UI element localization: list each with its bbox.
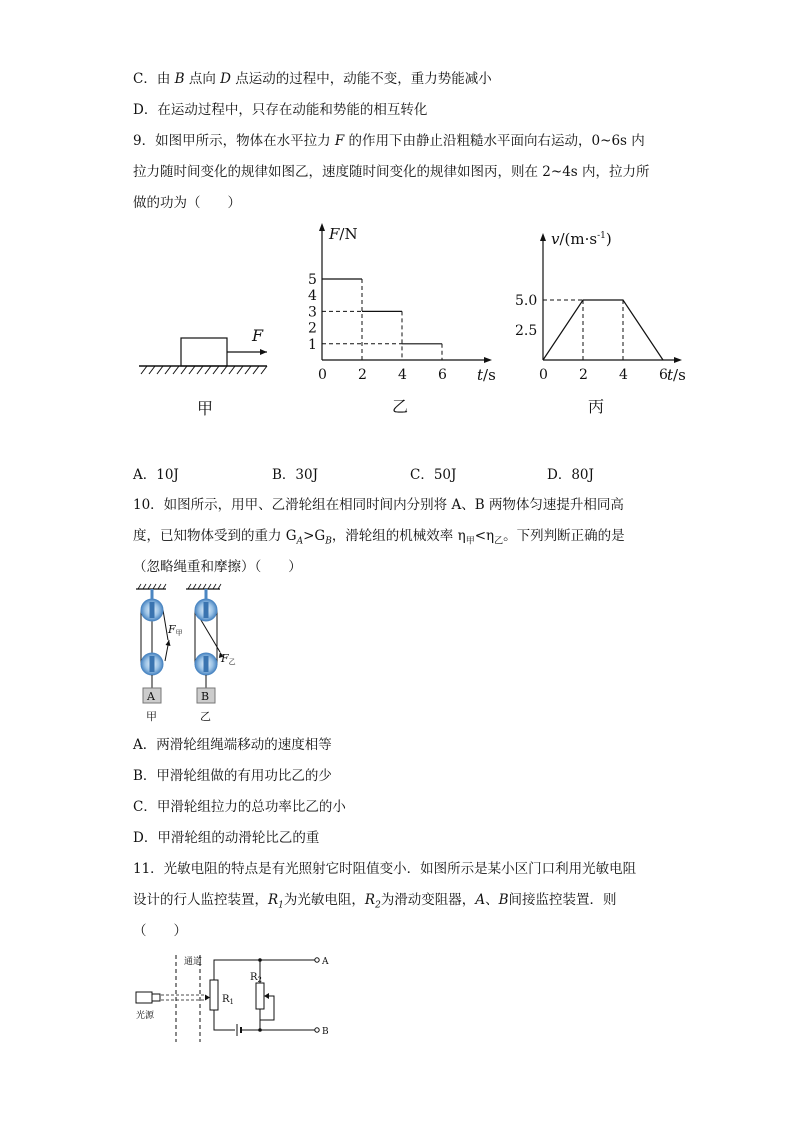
q11-a: A — [475, 892, 486, 908]
q10-gt: >G — [303, 528, 326, 544]
hatch-line — [245, 366, 251, 374]
y-tick-label: 4 — [308, 288, 317, 305]
q8-option-c — [133, 67, 492, 87]
weight-b-label: B — [201, 690, 210, 703]
velocity-line — [543, 300, 663, 360]
x-axis-arrow — [674, 357, 682, 363]
hatch-line — [261, 366, 267, 374]
q10-stem-line3: （忽略绳重和摩擦）（ ） — [133, 559, 302, 575]
figure-circuit — [130, 950, 340, 1045]
q10-sub-b: B — [325, 536, 332, 547]
y-axis-label: F/N — [329, 225, 358, 243]
hatch-line — [205, 366, 211, 374]
r1-label: $R_1$ — [222, 994, 234, 1006]
q10-sub-yi: 乙 — [494, 536, 504, 547]
q11-b: B — [498, 892, 509, 908]
q11-sep: 、 — [485, 892, 499, 908]
q10-line2-pre: 度，已知物体受到的重力 G — [133, 528, 297, 544]
x-axis-label: t/s — [667, 366, 686, 384]
q9-option-a[interactable]: A．10J — [133, 467, 179, 483]
y-tick-label: 3 — [308, 304, 317, 321]
r2-label: $R_2$ — [250, 972, 262, 984]
q11-line2-mid1: 为光敏电阻， — [283, 892, 365, 908]
ceiling-hatch-yi — [188, 584, 221, 589]
q11-r2-sub: 2 — [375, 900, 381, 911]
wire-bottom-left — [214, 1010, 235, 1030]
light-arrow — [205, 995, 210, 1001]
fixed-axle-yi — [204, 602, 209, 618]
q11-line2-mid2: 为滑动变阻器， — [380, 892, 476, 908]
x-tick-label: 6 — [659, 367, 668, 383]
y-tick-label: 5 — [308, 272, 317, 288]
point-d: D — [220, 71, 231, 87]
hatch-line — [197, 366, 203, 374]
f-jia-label: F甲 — [168, 623, 183, 637]
r2-resistor — [256, 983, 264, 1009]
light-source-lens — [152, 994, 160, 1001]
hatch-line — [237, 366, 243, 374]
slider-arrow — [264, 993, 269, 999]
x-tick-label: 0 — [539, 367, 548, 383]
q11-line2-post: 间接监控装置．则 — [508, 892, 617, 908]
weight-a-label: A — [147, 690, 155, 703]
hatch-line — [165, 366, 171, 374]
q10-option-c[interactable]: C．甲滑轮组拉力的总功率比乙的小 — [133, 799, 346, 815]
light-source-label: 光源 — [136, 1011, 155, 1021]
q9-stem-line3: 做的功为（ ） — [133, 195, 241, 211]
q11-line2-pre: 设计的行人监控装置， — [133, 892, 268, 908]
q10-option-b[interactable]: B．甲滑轮组做的有用功比乙的少 — [133, 768, 332, 784]
terminal-a — [315, 958, 319, 962]
y-tick-label: 1 — [308, 336, 317, 353]
q11-r2: R — [364, 892, 376, 908]
x-tick-label: 4 — [619, 367, 628, 383]
q11-r1: R — [268, 892, 279, 908]
hatch-line — [221, 366, 227, 374]
x-tick-label: 6 — [438, 367, 447, 383]
hatch-line — [181, 366, 187, 374]
chart-force-caption: 乙 — [392, 397, 409, 416]
force-arrow-head — [260, 349, 267, 355]
chart-velocity-time — [505, 220, 705, 420]
caption-jia: 甲 — [146, 710, 157, 723]
hatch-line — [229, 366, 235, 374]
terminal-b-label: B — [322, 1027, 329, 1037]
terminal-a-label: A — [322, 957, 329, 967]
y-axis-arrow — [540, 233, 546, 241]
hatch-line — [141, 366, 147, 374]
figure-jia-caption: 甲 — [197, 399, 214, 418]
q10-stem-line2 — [133, 524, 625, 547]
y-tick-label: 5.0 — [515, 293, 538, 309]
q11-r1-sub: 1 — [278, 900, 284, 911]
movable-axle-yi — [204, 656, 209, 672]
q9-stem-line1b: 的作用下由静止沿粗糙水平面向右运动，0~6s 内 — [344, 133, 645, 149]
q10-sub-jia: 甲 — [465, 536, 475, 547]
r1-resistor — [210, 980, 218, 1010]
y-axis-arrow — [319, 223, 325, 231]
q10-option-d[interactable]: D．甲滑轮组的动滑轮比乙的重 — [133, 830, 320, 846]
x-tick-label: 0 — [318, 367, 327, 383]
hatch-line — [253, 366, 259, 374]
ground-hatching — [141, 366, 267, 374]
chart-velocity-caption: 丙 — [588, 397, 605, 416]
caption-yi: 乙 — [200, 710, 211, 723]
q9-stem-line1 — [133, 129, 645, 149]
wire-top — [214, 960, 315, 980]
junction-bottom — [258, 1028, 262, 1032]
q8-option-c-post: 点运动的过程中，动能不变，重力势能减小 — [230, 71, 492, 87]
chart-force-time — [300, 220, 500, 420]
q9-stem-line1a: 9．如图甲所示，物体在水平拉力 — [133, 133, 335, 149]
ceiling-hatch-jia — [138, 584, 166, 589]
q8-option-c-mid: 点向 — [184, 71, 221, 87]
terminal-b — [315, 1028, 319, 1032]
figure-pulleys — [128, 584, 258, 724]
point-b: B — [174, 71, 185, 87]
hatch-line — [157, 366, 163, 374]
movable-axle-jia — [150, 656, 155, 672]
q10-lt: <η — [474, 528, 495, 544]
hatch-line — [189, 366, 195, 374]
q10-option-a[interactable]: A．两滑轮组绳端移动的速度相等 — [133, 737, 332, 753]
hatch-line — [173, 366, 179, 374]
q10-stem-line1: 10．如图所示，用甲、乙滑轮组在相同时间内分别将 A、B 两物体匀速提升相同高 — [133, 497, 624, 513]
channel-label: 通道 — [184, 957, 203, 967]
light-source-body — [136, 992, 152, 1003]
hatch-line — [213, 366, 219, 374]
fixed-axle-jia — [150, 602, 155, 618]
y-tick-label: 2 — [308, 320, 317, 337]
x-tick-label: 2 — [579, 367, 588, 383]
q9-option-b[interactable]: B．30J — [272, 467, 319, 483]
block — [181, 338, 227, 366]
y-axis-label: $v/(m\cdot s^{-1})$ — [551, 230, 612, 248]
hatch-line — [149, 366, 155, 374]
q9-option-d[interactable]: D．80J — [547, 467, 594, 483]
x-tick-label: 4 — [398, 367, 407, 383]
q9-option-c[interactable]: C．50J — [410, 467, 457, 483]
junction-top — [258, 958, 262, 962]
q8-option-d: D．在运动过程中，只存在动能和势能的相互转化 — [133, 102, 428, 118]
q10-line2-mid: ，滑轮组的机械效率 η — [331, 528, 466, 544]
q9-stem-line2: 拉力随时间变化的规律如图乙，速度随时间变化的规律如图丙，则在 2~4s 内，拉力所 — [133, 164, 650, 180]
force-label: F — [252, 326, 264, 345]
q10-sub-a: A — [296, 536, 304, 547]
q11-stem-line3: （ ） — [133, 923, 187, 939]
f-yi-label: F乙 — [221, 652, 236, 666]
q9-force-symbol: F — [334, 133, 345, 149]
figure-jia — [135, 318, 275, 428]
y-tick-label: 2.5 — [515, 323, 538, 339]
force-arrow-head-jia — [166, 640, 171, 646]
x-axis-arrow — [484, 357, 492, 363]
q11-stem-line2 — [133, 888, 616, 911]
q8-option-c-pre: C．由 — [133, 71, 175, 87]
q11-stem-line1: 11．光敏电阻的特点是有光照射它时阻值变小．如图所示是某小区门口利用光敏电阻 — [133, 861, 637, 877]
q10-line2-post: 。下列判断正确的是 — [503, 528, 625, 544]
x-axis-label: t/s — [477, 366, 496, 384]
x-tick-label: 2 — [358, 367, 367, 383]
